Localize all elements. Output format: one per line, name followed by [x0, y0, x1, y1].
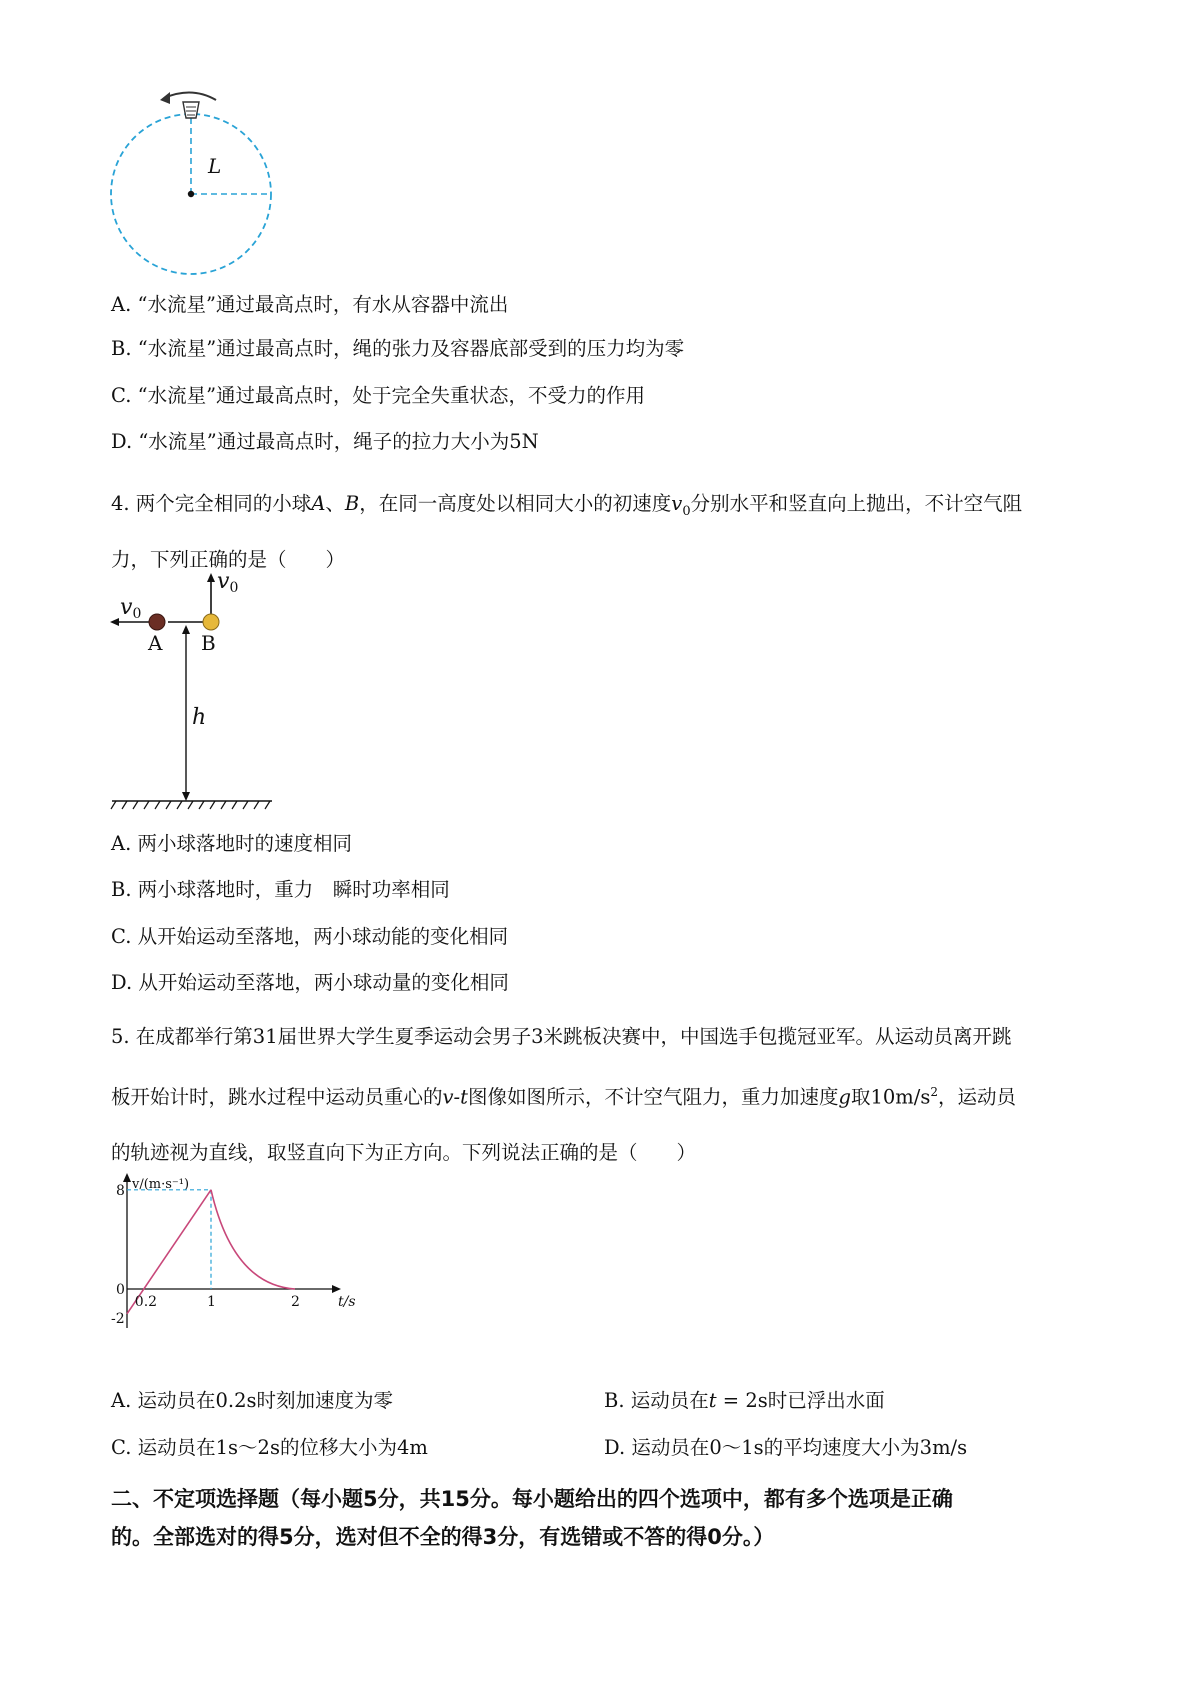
arrowhead-left: [110, 618, 119, 626]
label-ball-b: B: [201, 631, 216, 655]
ground-hatching: [111, 801, 270, 809]
series-line-decay: [211, 1190, 295, 1289]
q4-option-c: C. 从开始运动至落地，两小球动能的变化相同: [111, 925, 509, 948]
x-tick-label: 0.2: [134, 1294, 158, 1310]
q4-stem: 4. 两个完全相同的小球A、B，在同一高度处以相同大小的初速度$v_0$分别水平和竖直向上抛出，不计空气阻 力，下列正确的是（ ）: [111, 492, 1023, 571]
y-tick-label: -2: [111, 1310, 125, 1327]
label-h: h: [192, 705, 207, 730]
q4-option-a: A. 两小球落地时的速度相同: [111, 832, 352, 855]
y-tick-label: 8: [116, 1182, 125, 1199]
arrowhead-up: [207, 573, 215, 582]
q5-option-a: A. 运动员在0.2s时刻加速度为零: [111, 1389, 393, 1412]
circle-figure: [100, 88, 290, 288]
q5-option-b: B. 运动员在t = 2s时已浮出水面: [604, 1389, 885, 1412]
height-arrowhead-top: [182, 625, 190, 634]
q4-option-d: D. 从开始运动至落地，两小球动量的变化相同: [111, 971, 509, 994]
ball-a: [149, 614, 165, 630]
q4-option-b: B. 两小球落地时，重力 瞬时功率相同: [111, 878, 450, 901]
svg-text:v0: [217, 570, 238, 596]
section-2-heading-line2: 的。全部选对的得5分，选对但不全的得3分，有选错或不答的得0分。）: [111, 1525, 775, 1549]
section-2-heading-line1: 二、不定项选择题（每小题5分，共15分。每小题给出的四个选项中，都有多个选项是正确: [111, 1487, 953, 1511]
projectile-figure: [100, 570, 290, 810]
q3-option-d: D. “水流星”通过最高点时，绳子的拉力大小为5N: [111, 430, 539, 453]
svg-text:v0: [120, 595, 141, 622]
q3-option-a: A. “水流星”通过最高点时，有水从容器中流出: [111, 293, 509, 316]
ball-b: [203, 614, 219, 630]
height-arrowhead-bottom: [182, 792, 190, 801]
x-tick-label: 2: [291, 1294, 300, 1310]
q3-option-b: B. “水流星”通过最高点时，绳的张力及容器底部受到的压力均为零: [111, 337, 685, 360]
x-axis-label: t/s: [338, 1294, 356, 1310]
x-tick-label: 1: [207, 1294, 216, 1310]
y-axis-arrowhead: [123, 1173, 131, 1182]
x-axis-arrowhead: [332, 1285, 341, 1293]
rotation-arrowhead: [160, 92, 170, 104]
y-axis-label: v/(m·s⁻¹): [132, 1177, 190, 1192]
rotation-arrow: [164, 92, 216, 100]
q5-option-c: C. 运动员在1s～2s的位移大小为4m: [111, 1436, 428, 1459]
label-ball-a: A: [148, 631, 163, 655]
q3-option-c: C. “水流星”通过最高点时，处于完全失重状态，不受力的作用: [111, 384, 646, 407]
center-dot: [188, 191, 194, 197]
water-cup-icon: [183, 102, 199, 118]
y-tick-label: 0: [116, 1282, 125, 1298]
q5-option-d: D. 运动员在0～1s的平均速度大小为3m/s: [604, 1436, 968, 1459]
q5-stem: 5. 在成都举行第31届世界大学生夏季运动会男子3米跳板决赛中，中国选手包揽冠亚军。从运动员离开跳 板开始计时，跳水过程中运动员重心的v-t图像如图所示，不计空气阻力，重力加速度g取$10m/s^2$，运动员 的轨迹视为直线，取竖直向下为正方向。下列说法正确的是（ ）: [111, 1025, 1017, 1164]
label-v0-up: v: [217, 570, 230, 594]
label-L: L: [208, 154, 222, 178]
vt-chart: [100, 1168, 390, 1348]
label-v0-up-sub: 0: [229, 580, 239, 596]
label-v0-left: v: [120, 595, 133, 620]
label-v0-left-sub: 0: [132, 606, 142, 622]
